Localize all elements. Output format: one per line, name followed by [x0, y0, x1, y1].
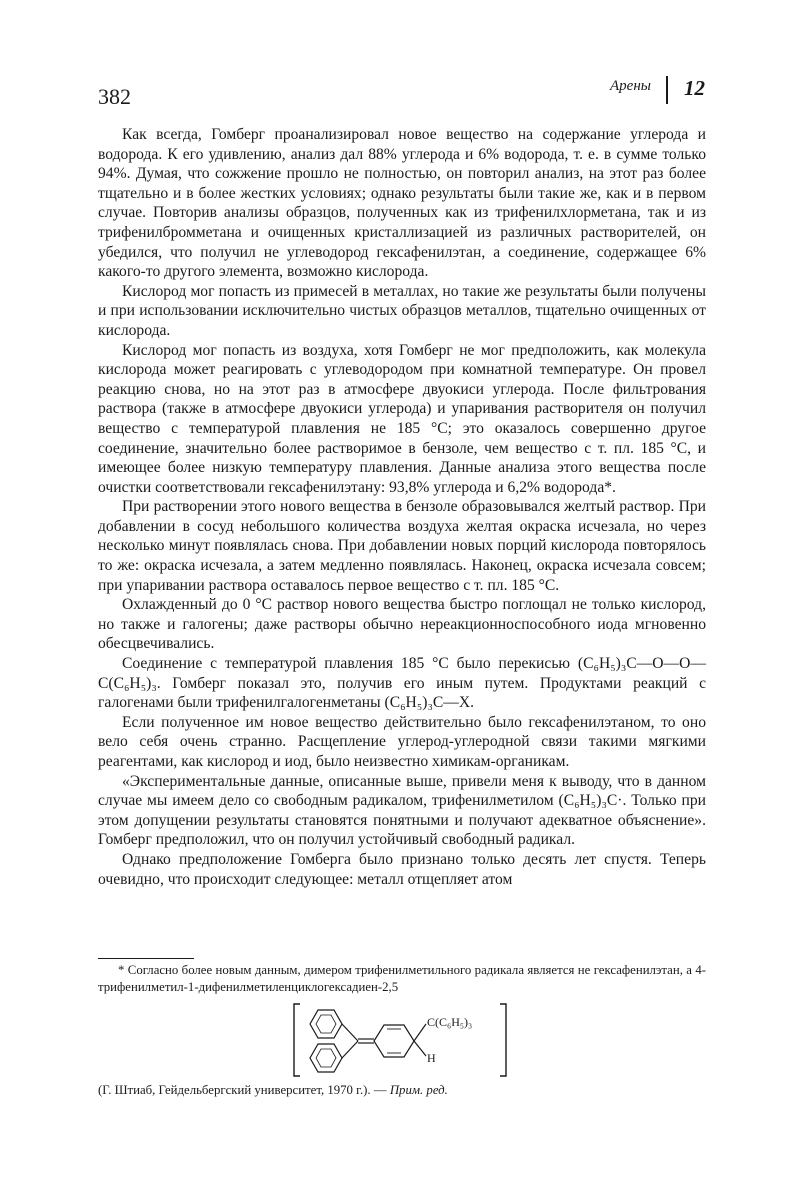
substituent-label: H [427, 1051, 436, 1065]
footnote-divider [98, 958, 194, 959]
chemical-structure [290, 1000, 510, 1080]
paragraph: Кислород мог попасть из воздуха, хотя Гомберг не мог предположить, как молекула кислорода может реагировать с углеводородом при комнатной температуре. Он провел реакцию снова, но на этот раз в атмосфере двуокиси углерода. После фильтрования раствора (также в атмосфере двуокиси углерода) и упаривания растворителя он получил вещество с температурой плавления не 185 °С; это оказалось совершенно другое соединение, значительно более растворимое в бензоле, чем вещество с т. пл. 185 °С, и имеющее более низкую температуру плавления. Данные анализа этого вещества после очистки соответствовали гексафенилэтану: 93,8% углерода и 6,2% водорода*. [98, 341, 706, 496]
main-text [98, 125, 706, 889]
header-divider [666, 76, 668, 104]
paragraph: Однако предположение Гомберга было признано только десять лет спустя. Теперь очевидно, что происходит следующее: металл отщепляет атом [98, 850, 706, 888]
paragraph: При растворении этого нового вещества в бензоле образовывался желтый раствор. При добавлении в сосуд небольшого количества воздуха желтая окраска исчезала, но через несколько минут появлялась снова. При добавлении новых порций кислорода повторялось то же: окраска исчезала, а затем медленно появлялась. Наконец, окраска исчезала совсем; при упаривании раствора оставалось первое вещество с т. пл. 185 °С. [98, 498, 706, 594]
footnote [98, 962, 706, 996]
paragraph: Если полученное им новое вещество действительно было гексафенилэтаном, то оно вело себя очень странно. Расщепление углерод-углеродной связи такими мягкими реагентами, как кислород и иод, было неизвестно химикам-органикам. [98, 713, 706, 770]
chapter-number: 12 [684, 76, 705, 100]
running-header [0, 74, 796, 114]
footnote-source [98, 1082, 706, 1099]
paragraph: Соединение с температурой плавления 185 °С было перекисью (C₆H₅)₃C—O—O—C(C₆H₅)₃. Гомберг показал это, получив его иным путем. Продуктами реакций с галогенами были трифенилгалогенметаны (C₆H₅)₃C—X. [98, 655, 706, 712]
paragraph: «Экспериментальные данные, описанные выше, привели меня к выводу, что в данном случае мы имеем дело со свободным радикалом, трифенилметилом (C₆H₅)₃C·. Только при этом допущении результаты становятся понятными и получают адекватное объяснение». Гомберг предположил, что он получил устойчивый свободный радикал. [98, 772, 706, 849]
substituent-label: C(C₆H₅)₃ [427, 1015, 473, 1029]
page-number: 382 [98, 84, 131, 109]
footnote-source-text: (Г. Штиаб, Гейдельбергский университет, 1970 г.). — [98, 1083, 387, 1097]
editor-note-label: Прим. ред. [389, 1083, 448, 1097]
paragraph: Как всегда, Гомберг проанализировал новое вещество на содержание углерода и водорода. К его удивлению, анализ дал 88% углерода и 6% водорода, т. е. в сумме только 94%. Думая, что сожжение прошло не полностью, он повторил анализ, на этот раз более тщательно и в более жестких условиях; однако результаты были такие же, как и в первом случае. Повторив анализы образцов, полученных как из трифенилхлорметана, так и из трифенилбромметана и очищенных кристаллизацией из различных растворителей, он убедился, что получил не углеводород гексафенилэтан, а соединение, содержащее 6% какого-то другого элемента, возможно кислорода. [98, 126, 706, 281]
paragraph: Охлажденный до 0 °С раствор нового вещества быстро поглощал не только кислород, но также и галогены; даже растворы обычно нереакционноспособного иода мгновенно обесцвечивались. [98, 596, 706, 653]
chapter-title: Арены [610, 78, 651, 94]
footnote-text: * Согласно более новым данным, димером трифенилметильного радикала является не гексафенилэтан, а 4-трифенилметил-1-дифенилметиленциклогексадиен-2,5 [98, 963, 706, 994]
paragraph: Кислород мог попасть из примесей в металлах, но такие же результаты были получены и при использовании исключительно чистых образцов металлов, тщательно очищенных от кислорода. [98, 282, 706, 339]
